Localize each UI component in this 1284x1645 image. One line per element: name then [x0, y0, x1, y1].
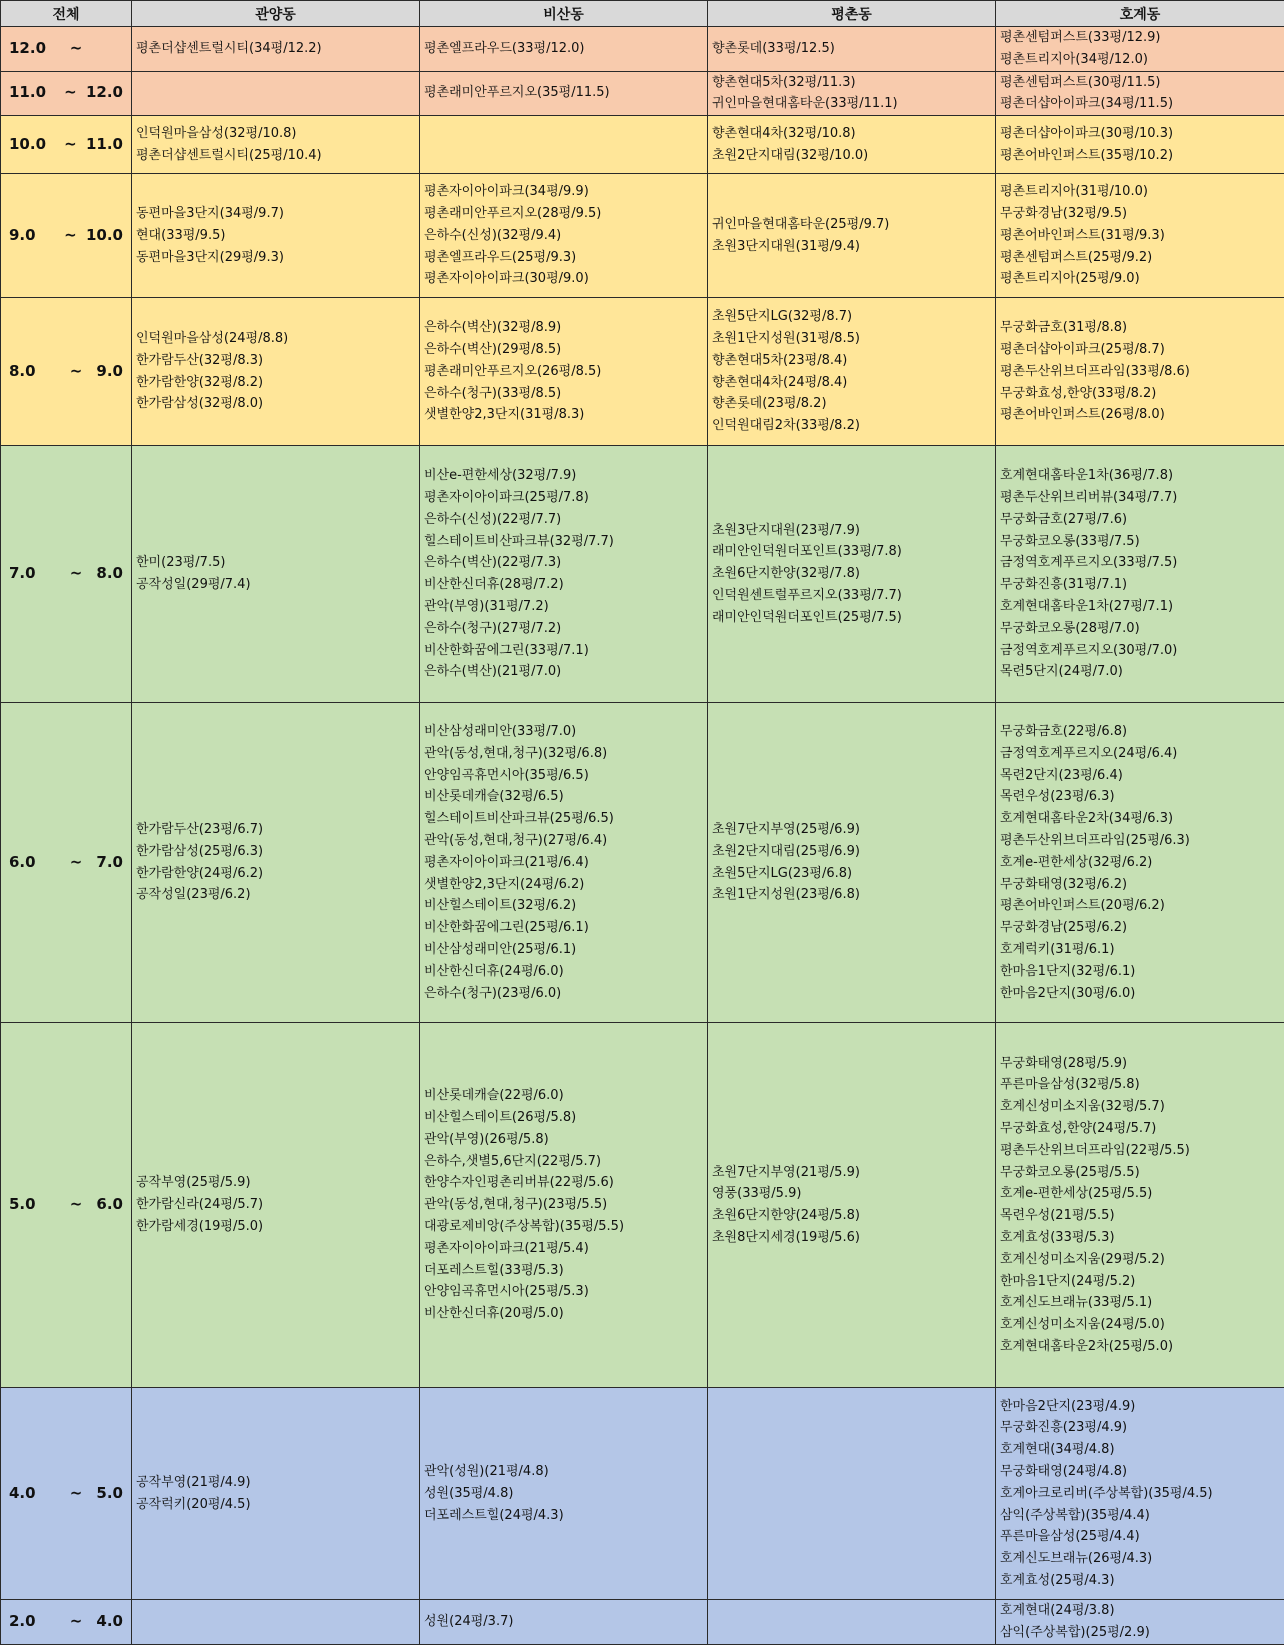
- apartment-entry: 한가람삼성(25평/6.3): [136, 841, 415, 863]
- apartment-entry: 동편마을3단지(34평/9.7): [136, 203, 415, 225]
- apartment-entry: 한가람두산(32평/8.3): [136, 350, 415, 372]
- district-cell: [996, 71, 1284, 116]
- apartment-entry: 비산롯데캐슬(22평/6.0): [424, 1085, 703, 1107]
- range-tilde: ~: [59, 38, 93, 60]
- apartment-entry: 향촌롯데(23평/8.2): [712, 393, 991, 415]
- apartment-entry: 샛별한양2,3단지(24평/6.2): [424, 874, 703, 896]
- apartment-entry: 비산한화꿈에그린(25평/6.1): [424, 917, 703, 939]
- range-tilde: ~: [59, 1611, 93, 1633]
- district-cell: [996, 116, 1284, 174]
- apartment-entry: 무궁화코오롱(25평/5.5): [1000, 1162, 1280, 1184]
- apartment-entry: 비산한화꿈에그린(33평/7.1): [424, 640, 703, 662]
- apartment-entry: 초원8단지세경(19평/5.6): [712, 1227, 991, 1249]
- header-row: [1, 1, 1284, 27]
- range-high: 12.0: [86, 82, 123, 104]
- apartment-entry: 은하수(청구)(27평/7.2): [424, 618, 703, 640]
- apartment-entry: 평촌센텀퍼스트(33평/12.9): [1000, 27, 1280, 49]
- district-cell: [708, 1600, 996, 1645]
- range-high: 11.0: [86, 134, 123, 156]
- price-range-cell: [1, 116, 132, 174]
- apartment-entry: 한마음1단지(32평/6.1): [1000, 961, 1280, 983]
- apartment-entry: 무궁화효성,한양(33평/8.2): [1000, 383, 1280, 405]
- apartment-entry: 평촌자이아이파크(21평/5.4): [424, 1238, 703, 1260]
- range-low: 12.0: [9, 38, 59, 60]
- district-cell: [708, 703, 996, 1023]
- apartment-entry: 향촌롯데(33평/12.5): [712, 38, 991, 60]
- apartment-entry: 평촌어바인퍼스트(26평/8.0): [1000, 404, 1280, 426]
- district-cell: [132, 298, 420, 446]
- range-high: 8.0: [93, 563, 123, 585]
- range-tilde: ~: [59, 563, 93, 585]
- district-cell: [996, 1600, 1284, 1645]
- apartment-entry: 관악(성원)(21평/4.8): [424, 1461, 703, 1483]
- apartment-entry: 힐스테이트비산파크뷰(32평/7.7): [424, 531, 703, 553]
- apartment-entry: 금정역호계푸르지오(33평/7.5): [1000, 552, 1280, 574]
- district-cell: [132, 1600, 420, 1645]
- apartment-entry: 향촌현대5차(32평/11.3): [712, 72, 991, 94]
- range-high: 9.0: [93, 361, 123, 383]
- table-row: [1, 1388, 1284, 1600]
- apartment-entry: 평촌래미안푸르지오(26평/8.5): [424, 361, 703, 383]
- table-body: [1, 27, 1284, 1645]
- apartment-entry: 호계현대홈타운1차(27평/7.1): [1000, 596, 1280, 618]
- apartment-entry: 비산롯데캐슬(32평/6.5): [424, 786, 703, 808]
- apartment-entry: 푸른마을삼성(25평/4.4): [1000, 1526, 1280, 1548]
- apartment-entry: 무궁화금호(22평/6.8): [1000, 721, 1280, 743]
- range-low: 7.0: [9, 563, 59, 585]
- apartment-entry: 평촌엘프라우드(25평/9.3): [424, 247, 703, 269]
- range-high: 6.0: [93, 1194, 123, 1216]
- apartment-entry: 공작럭키(20평/4.5): [136, 1494, 415, 1516]
- apartment-entry: 평촌엘프라우드(33평/12.0): [424, 38, 703, 60]
- apartment-entry: 무궁화경남(32평/9.5): [1000, 203, 1280, 225]
- apartment-entry: 삼익(주상복합)(25평/2.9): [1000, 1622, 1280, 1644]
- apartment-entry: 초원2단지대림(32평/10.0): [712, 145, 991, 167]
- range-high: 4.0: [93, 1611, 123, 1633]
- apartment-entry: 초원2단지대림(25평/6.9): [712, 841, 991, 863]
- district-cell: [132, 116, 420, 174]
- range-low: 10.0: [9, 134, 55, 156]
- apartment-entry: 대광로제비앙(주상복합)(35평/5.5): [424, 1216, 703, 1238]
- price-range-cell: [1, 703, 132, 1023]
- district-cell: [708, 446, 996, 703]
- district-cell: [996, 1388, 1284, 1600]
- apartment-entry: 은하수(벽산)(21평/7.0): [424, 661, 703, 683]
- district-cell: [420, 116, 708, 174]
- district-cell: [132, 446, 420, 703]
- district-cell: [420, 27, 708, 72]
- apartment-entry: 무궁화진흥(31평/7.1): [1000, 574, 1280, 596]
- apartment-entry: 호계현대(34평/4.8): [1000, 1439, 1280, 1461]
- apartment-entry: 무궁화경남(25평/6.2): [1000, 917, 1280, 939]
- apartment-entry: 관악(동성,현대,청구)(32평/6.8): [424, 743, 703, 765]
- apartment-entry: 안양임곡휴먼시아(35평/6.5): [424, 765, 703, 787]
- apartment-entry: 호계신도브래뉴(26평/4.3): [1000, 1548, 1280, 1570]
- district-cell: [420, 174, 708, 298]
- apartment-entry: 평촌더샵센트럴시티(25평/10.4): [136, 145, 415, 167]
- apartment-entry: 비산e-편한세상(32평/7.9): [424, 465, 703, 487]
- apartment-entry: 초원1단지성원(23평/6.8): [712, 884, 991, 906]
- district-cell: [132, 71, 420, 116]
- district-cell: [132, 1023, 420, 1388]
- district-cell: [132, 1388, 420, 1600]
- apartment-entry: 샛별한양2,3단지(31평/8.3): [424, 404, 703, 426]
- district-cell: [708, 71, 996, 116]
- district-cell: [708, 1388, 996, 1600]
- apartment-entry: 무궁화코오롱(28평/7.0): [1000, 618, 1280, 640]
- apartment-entry: 한마음2단지(30평/6.0): [1000, 983, 1280, 1005]
- district-cell: [996, 446, 1284, 703]
- apartment-entry: 평촌두산위브더프라임(25평/6.3): [1000, 830, 1280, 852]
- apartment-entry: 호계신성미소지움(24평/5.0): [1000, 1314, 1280, 1336]
- apartment-entry: 무궁화금호(31평/8.8): [1000, 317, 1280, 339]
- district-cell: [708, 298, 996, 446]
- district-cell: [996, 174, 1284, 298]
- table-row: [1, 116, 1284, 174]
- apartment-entry: 공작부영(21평/4.9): [136, 1472, 415, 1494]
- apartment-entry: 호계현대홈타운2차(25평/5.0): [1000, 1336, 1280, 1358]
- apartment-entry: 안양임곡휴먼시아(25평/5.3): [424, 1281, 703, 1303]
- apartment-entry: 한가람한양(32평/8.2): [136, 372, 415, 394]
- apartment-entry: 인덕원센트럴푸르지오(33평/7.7): [712, 585, 991, 607]
- apartment-entry: 초원5단지LG(23평/6.8): [712, 863, 991, 885]
- range-tilde: ~: [59, 1483, 93, 1505]
- apartment-entry: 호계현대홈타운1차(36평/7.8): [1000, 465, 1280, 487]
- header-cell-bisan: 비산동: [420, 1, 708, 27]
- apartment-entry: 한가람두산(23평/6.7): [136, 819, 415, 841]
- range-tilde: ~: [55, 134, 86, 156]
- apartment-entry: 은하수(신성)(22평/7.7): [424, 509, 703, 531]
- price-range-cell: [1, 1388, 132, 1600]
- price-range-cell: [1, 27, 132, 72]
- apartment-entry: 은하수(신성)(32평/9.4): [424, 225, 703, 247]
- apartment-entry: 비산한신더휴(28평/7.2): [424, 574, 703, 596]
- apartment-entry: 더포레스트힐(24평/4.3): [424, 1505, 703, 1527]
- apartment-entry: 평촌두산위브리버뷰(34평/7.7): [1000, 487, 1280, 509]
- apartment-entry: 무궁화태영(24평/4.8): [1000, 1461, 1280, 1483]
- apartment-entry: 성원(35평/4.8): [424, 1483, 703, 1505]
- apartment-entry: 비산한신더휴(24평/6.0): [424, 961, 703, 983]
- apartment-entry: 무궁화코오롱(33평/7.5): [1000, 531, 1280, 553]
- apartment-entry: 호계효성(33평/5.3): [1000, 1227, 1280, 1249]
- range-tilde: ~: [59, 852, 93, 874]
- apartment-entry: 호계럭키(31평/6.1): [1000, 939, 1280, 961]
- apartment-entry: 무궁화효성,한양(24평/5.7): [1000, 1118, 1280, 1140]
- district-cell: [996, 703, 1284, 1023]
- apartment-entry: 비산힐스테이트(32평/6.2): [424, 895, 703, 917]
- apartment-entry: 호계효성(25평/4.3): [1000, 1570, 1280, 1592]
- apartment-entry: 평촌센텀퍼스트(25평/9.2): [1000, 247, 1280, 269]
- apartment-entry: 호계신성미소지움(32평/5.7): [1000, 1096, 1280, 1118]
- table-row: [1, 174, 1284, 298]
- apartment-entry: 호계신성미소지움(29평/5.2): [1000, 1249, 1280, 1271]
- table-row: [1, 27, 1284, 72]
- district-cell: [996, 27, 1284, 72]
- apartment-entry: 평촌자이아이파크(21평/6.4): [424, 852, 703, 874]
- apartment-entry: 호계e-편한세상(25평/5.5): [1000, 1183, 1280, 1205]
- apartment-entry: 평촌센텀퍼스트(30평/11.5): [1000, 72, 1280, 94]
- apartment-entry: 관악(부영)(31평/7.2): [424, 596, 703, 618]
- apartment-entry: 초원6단지한양(32평/7.8): [712, 563, 991, 585]
- apartment-entry: 비산삼성래미안(33평/7.0): [424, 721, 703, 743]
- range-tilde: ~: [55, 82, 86, 104]
- apartment-entry: 평촌트리지아(31평/10.0): [1000, 181, 1280, 203]
- district-cell: [996, 1023, 1284, 1388]
- apartment-entry: 평촌자이아이파크(25평/7.8): [424, 487, 703, 509]
- apartment-entry: 평촌어바인퍼스트(35평/10.2): [1000, 145, 1280, 167]
- apartment-entry: 초원1단지성원(31평/8.5): [712, 328, 991, 350]
- apartment-entry: 평촌트리지아(25평/9.0): [1000, 268, 1280, 290]
- range-low: 11.0: [9, 82, 55, 104]
- apartment-entry: 평촌어바인퍼스트(31평/9.3): [1000, 225, 1280, 247]
- apartment-entry: 한마음2단지(23평/4.9): [1000, 1396, 1280, 1418]
- apartment-entry: 호계e-편한세상(32평/6.2): [1000, 852, 1280, 874]
- apartment-entry: 동편마을3단지(29평/9.3): [136, 247, 415, 269]
- apartment-entry: 힐스테이트비산파크뷰(25평/6.5): [424, 808, 703, 830]
- table-row: [1, 1023, 1284, 1388]
- apartment-entry: 귀인마을현대홈타운(25평/9.7): [712, 214, 991, 236]
- apartment-entry: 공작성일(23평/6.2): [136, 884, 415, 906]
- apartment-entry: 한가람한양(24평/6.2): [136, 863, 415, 885]
- district-cell: [420, 1600, 708, 1645]
- range-low: 5.0: [9, 1194, 59, 1216]
- apartment-entry: 공작성일(29평/7.4): [136, 574, 415, 596]
- apartment-entry: 비산한신더휴(20평/5.0): [424, 1303, 703, 1325]
- range-high: 7.0: [93, 852, 123, 874]
- apartment-entry: 한가람삼성(32평/8.0): [136, 393, 415, 415]
- apartment-entry: 목련5단지(24평/7.0): [1000, 661, 1280, 683]
- apartment-entry: 더포레스트힐(33평/5.3): [424, 1260, 703, 1282]
- apartment-entry: 평촌더샵아이파크(30평/10.3): [1000, 123, 1280, 145]
- district-cell: [420, 1023, 708, 1388]
- range-low: 8.0: [9, 361, 59, 383]
- district-cell: [420, 703, 708, 1023]
- range-tilde: ~: [55, 225, 86, 247]
- range-low: 2.0: [9, 1611, 59, 1633]
- table-row: [1, 703, 1284, 1023]
- apartment-entry: 래미안인덕원더포인트(25평/7.5): [712, 607, 991, 629]
- apartment-entry: 삼익(주상복합)(35평/4.4): [1000, 1505, 1280, 1527]
- range-low: 4.0: [9, 1483, 59, 1505]
- table-row: [1, 446, 1284, 703]
- apartment-entry: 인덕원마을삼성(24평/8.8): [136, 328, 415, 350]
- apartment-entry: 호계현대홈타운2차(34평/6.3): [1000, 808, 1280, 830]
- apartment-entry: 무궁화금호(27평/7.6): [1000, 509, 1280, 531]
- apartment-entry: 초원5단지LG(32평/8.7): [712, 306, 991, 328]
- price-range-cell: [1, 298, 132, 446]
- apartment-entry: 은하수(벽산)(32평/8.9): [424, 317, 703, 339]
- apartment-entry: 무궁화진흥(23평/4.9): [1000, 1417, 1280, 1439]
- apartment-entry: 호계신도브래뉴(33평/5.1): [1000, 1292, 1280, 1314]
- apartment-entry: 비산힐스테이트(26평/5.8): [424, 1107, 703, 1129]
- apartment-entry: 무궁화태영(28평/5.9): [1000, 1053, 1280, 1075]
- price-range-cell: [1, 1600, 132, 1645]
- range-tilde: ~: [59, 1194, 93, 1216]
- apartment-entry: 무궁화태영(32평/6.2): [1000, 874, 1280, 896]
- header-cell-gwanyang: 관양동: [132, 1, 420, 27]
- district-cell: [708, 116, 996, 174]
- apartment-entry: 초원3단지대원(23평/7.9): [712, 520, 991, 542]
- range-low: 9.0: [9, 225, 55, 247]
- apartment-entry: 향촌현대4차(32평/10.8): [712, 123, 991, 145]
- apartment-entry: 평촌자이아이파크(30평/9.0): [424, 268, 703, 290]
- apartment-entry: 성원(24평/3.7): [424, 1611, 703, 1633]
- apartment-entry: 평촌래미안푸르지오(28평/9.5): [424, 203, 703, 225]
- apartment-entry: 목련우성(23평/6.3): [1000, 786, 1280, 808]
- apartment-entry: 인덕원마을삼성(32평/10.8): [136, 123, 415, 145]
- apartment-entry: 비산삼성래미안(25평/6.1): [424, 939, 703, 961]
- apartment-entry: 목련우성(21평/5.5): [1000, 1205, 1280, 1227]
- apartment-entry: 호계현대(24평/3.8): [1000, 1600, 1280, 1622]
- price-range-cell: [1, 1023, 132, 1388]
- apartment-entry: 귀인마을현대홈타운(33평/11.1): [712, 93, 991, 115]
- apartment-entry: 평촌트리지아(34평/12.0): [1000, 49, 1280, 71]
- apartment-entry: 한가람신라(24평/5.7): [136, 1194, 415, 1216]
- apartment-entry: 관악(동성,현대,청구)(23평/5.5): [424, 1194, 703, 1216]
- apartment-entry: 평촌두산위브더프라임(33평/8.6): [1000, 361, 1280, 383]
- apartment-entry: 초원3단지대원(31평/9.4): [712, 236, 991, 258]
- district-cell: [708, 27, 996, 72]
- apartment-entry: 목련2단지(23평/6.4): [1000, 765, 1280, 787]
- apartment-entry: 평촌더샵센트럴시티(34평/12.2): [136, 38, 415, 60]
- apartment-entry: 초원7단지부영(21평/5.9): [712, 1162, 991, 1184]
- district-cell: [708, 1023, 996, 1388]
- district-cell: [420, 446, 708, 703]
- district-cell: [996, 298, 1284, 446]
- apartment-entry: 관악(부영)(26평/5.8): [424, 1129, 703, 1151]
- apartment-entry: 한가람세경(19평/5.0): [136, 1216, 415, 1238]
- apartment-entry: 공작부영(25평/5.9): [136, 1172, 415, 1194]
- apartment-entry: 인덕원대림2차(33평/8.2): [712, 415, 991, 437]
- price-range-cell: [1, 174, 132, 298]
- price-range-cell: [1, 446, 132, 703]
- apartment-entry: 은하수,샛별5,6단지(22평/5.7): [424, 1151, 703, 1173]
- apartment-entry: 평촌어바인퍼스트(20평/6.2): [1000, 895, 1280, 917]
- apartment-entry: 한미(23평/7.5): [136, 552, 415, 574]
- apartment-entry: 평촌더샵아이파크(25평/8.7): [1000, 339, 1280, 361]
- apartment-entry: 은하수(벽산)(22평/7.3): [424, 552, 703, 574]
- district-cell: [708, 174, 996, 298]
- header-cell-all: 전체: [1, 1, 132, 27]
- apartment-entry: 초원6단지한양(24평/5.8): [712, 1205, 991, 1227]
- apartment-entry: 관악(동성,현대,청구)(27평/6.4): [424, 830, 703, 852]
- apartment-entry: 향촌현대5차(23평/8.4): [712, 350, 991, 372]
- range-low: 6.0: [9, 852, 59, 874]
- apartment-entry: 향촌현대4차(24평/8.4): [712, 372, 991, 394]
- apartment-entry: 평촌자이아이파크(34평/9.9): [424, 181, 703, 203]
- apartment-entry: 한마음1단지(24평/5.2): [1000, 1271, 1280, 1293]
- apartment-entry: 한양수자인평촌리버뷰(22평/5.6): [424, 1172, 703, 1194]
- apartment-entry: 은하수(청구)(33평/8.5): [424, 383, 703, 405]
- district-cell: [132, 174, 420, 298]
- header-cell-pyeongchon: 평촌동: [708, 1, 996, 27]
- district-cell: [420, 71, 708, 116]
- apartment-entry: 영풍(33평/5.9): [712, 1183, 991, 1205]
- apartment-entry: 은하수(청구)(23평/6.0): [424, 983, 703, 1005]
- apartment-entry: 금정역호계푸르지오(30평/7.0): [1000, 640, 1280, 662]
- apartment-entry: 호계아크로리버(주상복합)(35평/4.5): [1000, 1483, 1280, 1505]
- range-tilde: ~: [59, 361, 93, 383]
- district-cell: [132, 703, 420, 1023]
- district-cell: [420, 1388, 708, 1600]
- apartment-entry: 래미안인덕원더포인트(33평/7.8): [712, 541, 991, 563]
- table-row: [1, 298, 1284, 446]
- apartment-entry: 현대(33평/9.5): [136, 225, 415, 247]
- apartment-entry: 푸른마을삼성(32평/5.8): [1000, 1074, 1280, 1096]
- range-high: 10.0: [86, 225, 123, 247]
- apartment-entry: 평촌래미안푸르지오(35평/11.5): [424, 82, 703, 104]
- apartment-entry: 평촌두산위브더프라임(22평/5.5): [1000, 1140, 1280, 1162]
- table-row: [1, 1600, 1284, 1645]
- price-range-cell: [1, 71, 132, 116]
- table-row: [1, 71, 1284, 116]
- range-high: 5.0: [93, 1483, 123, 1505]
- apartment-entry: 평촌더샵아이파크(34평/11.5): [1000, 93, 1280, 115]
- district-cell: [132, 27, 420, 72]
- apartment-entry: 금정역호계푸르지오(24평/6.4): [1000, 743, 1280, 765]
- header-cell-hogye: 호계동: [996, 1, 1284, 27]
- district-cell: [420, 298, 708, 446]
- apartment-entry: 은하수(벽산)(29평/8.5): [424, 339, 703, 361]
- apartment-entry: 초원7단지부영(25평/6.9): [712, 819, 991, 841]
